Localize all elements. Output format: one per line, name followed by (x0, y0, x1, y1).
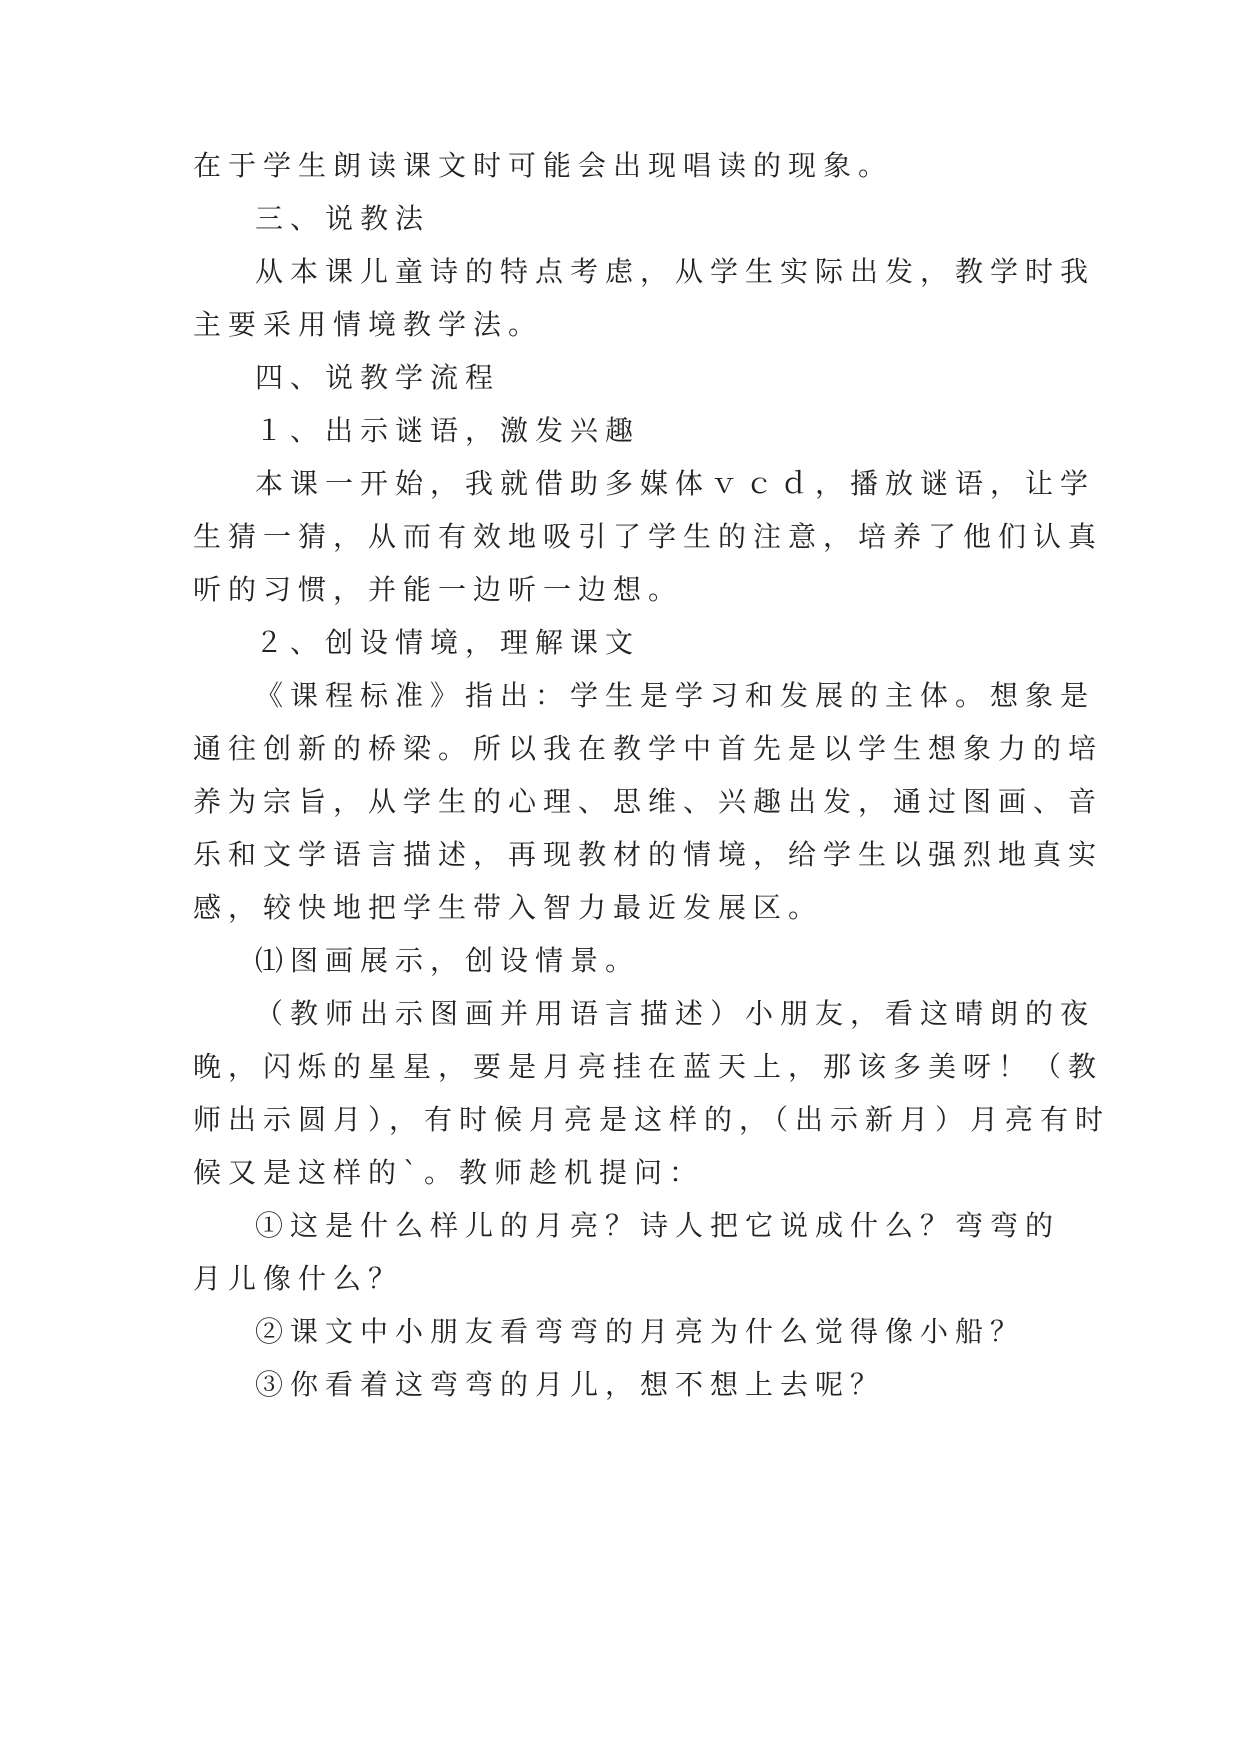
question-item: ③你看着这弯弯的月儿，想不想上去呢？ (255, 1368, 886, 1401)
paragraph-line: 主要采用情境教学法。 (193, 308, 544, 341)
question-item: ①这是什么样儿的月亮？诗人把它说成什么？弯弯的 (255, 1209, 1061, 1242)
paragraph-line: 在于学生朗读课文时可能会出现唱读的现象。 (193, 149, 894, 182)
paragraph-line: （教师出示图画并用语言描述）小朋友，看这晴朗的夜 (255, 997, 1096, 1030)
section-heading: 四、说教学流程 (255, 361, 501, 394)
paragraph-line: 《课程标准》指出：学生是学习和发展的主体。想象是 (255, 679, 1096, 712)
subsection-heading: １、出示谜语，激发兴趣 (255, 414, 641, 447)
paragraph-line: 乐和文学语言描述，再现教材的情境，给学生以强烈地真实 (193, 838, 1104, 871)
paragraph-line: 通往创新的桥梁。所以我在教学中首先是以学生想象力的培 (193, 732, 1104, 765)
paragraph-line: 生猜一猜，从而有效地吸引了学生的注意，培养了他们认真 (193, 520, 1104, 553)
paragraph-line: 听的习惯，并能一边听一边想。 (193, 573, 684, 606)
subsection-heading: ２、创设情境，理解课文 (255, 626, 641, 659)
subsection-heading: ⑴图画展示，创设情景。 (255, 944, 641, 977)
paragraph-line: 晚，闪烁的星星，要是月亮挂在蓝天上，那该多美呀！（教 (193, 1050, 1104, 1083)
paragraph-line: 感，较快地把学生带入智力最近发展区。 (193, 891, 824, 924)
paragraph-line: 从本课儿童诗的特点考虑，从学生实际出发，教学时我 (255, 255, 1096, 288)
paragraph-line: 本课一开始，我就借助多媒体ｖｃｄ，播放谜语，让学 (255, 467, 1096, 500)
paragraph-line: 月儿像什么？ (193, 1262, 404, 1295)
paragraph-line: 养为宗旨，从学生的心理、思维、兴趣出发，通过图画、音 (193, 785, 1104, 818)
question-item: ②课文中小朋友看弯弯的月亮为什么觉得像小船？ (255, 1315, 1026, 1348)
paragraph-line: 师出示圆月），有时候月亮是这样的，（出示新月）月亮有时 (193, 1103, 1111, 1136)
section-heading: 三、说教法 (255, 202, 431, 235)
paragraph-line: 候又是这样的`。教师趁机提问： (193, 1156, 705, 1189)
